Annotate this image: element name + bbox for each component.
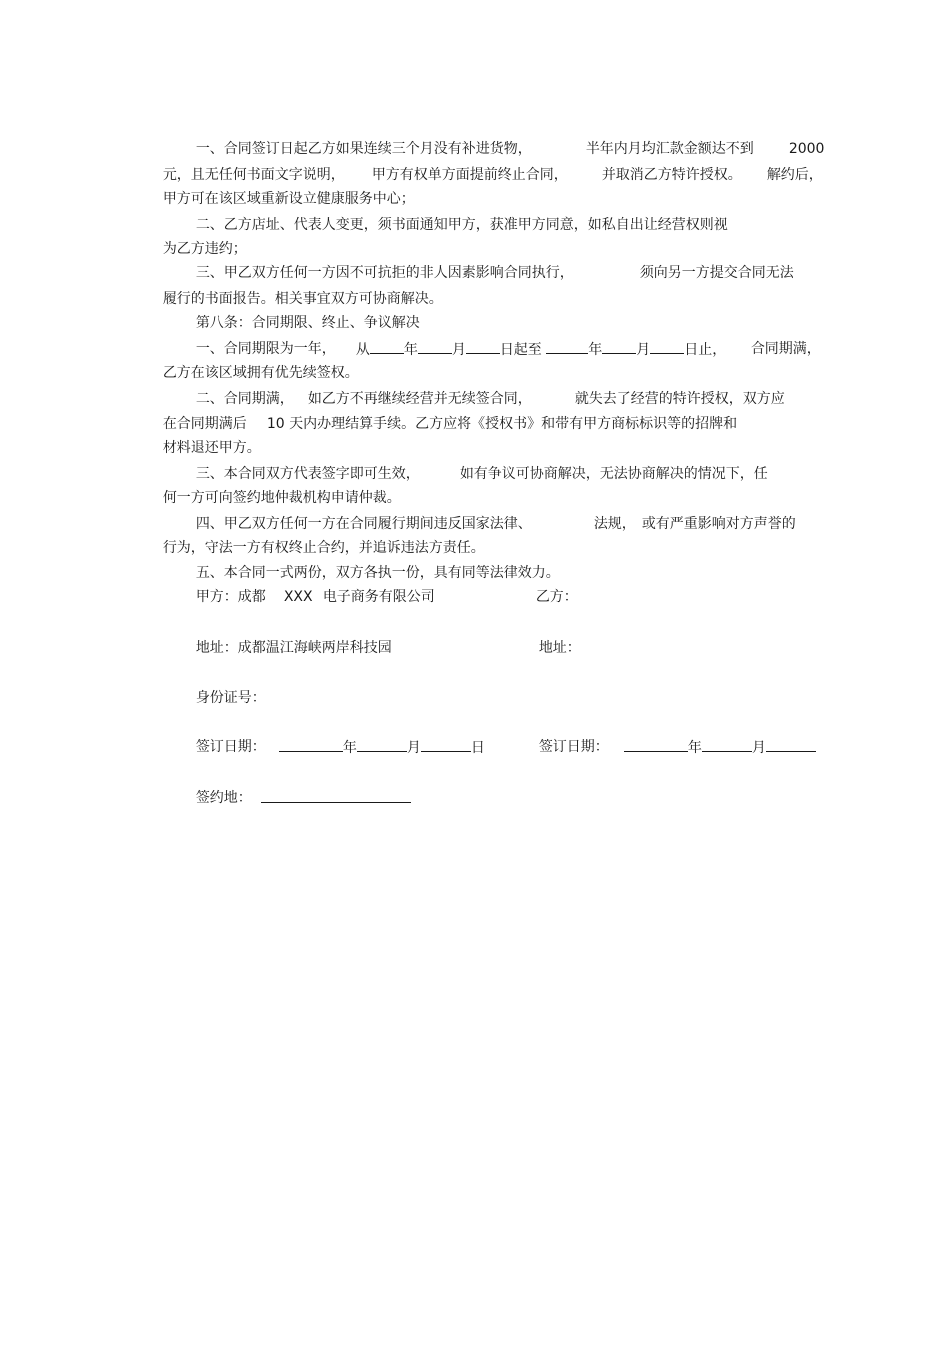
date-a-fields — [261, 717, 485, 756]
text-line — [178, 119, 532, 157]
text-line — [178, 494, 532, 532]
date-b-fields — [606, 717, 816, 756]
place-line — [178, 768, 252, 806]
id-label: 身份证号： — [195, 690, 266, 706]
blank-field — [357, 737, 407, 752]
text-line — [584, 145, 742, 183]
text-line — [624, 494, 796, 532]
id-line — [178, 668, 266, 706]
text-line — [338, 319, 727, 358]
party-b-line — [518, 567, 578, 605]
party-a-line — [178, 567, 266, 605]
text-segment: 第八条：合同期限、终止、争议解决 — [195, 315, 420, 331]
text-line — [771, 119, 825, 157]
text-segment: 四、甲乙双方任何一方在合同履行期间违反国家法律、 — [195, 516, 532, 532]
text-line — [178, 369, 294, 407]
text-segment: 就失去了经营的特许授权，双方应 — [574, 391, 785, 407]
text-segment: 履行的书面报告。相关事宜双方可协商解决。 — [162, 291, 443, 307]
text-segment: 如乙方不再继续经营并无续签合同， — [307, 391, 532, 407]
text-segment: 甲方可在该区域重新设立健康服务中心； — [162, 191, 415, 207]
text-segment: 月 — [636, 342, 651, 358]
text-line — [145, 145, 345, 183]
date-a-line — [178, 717, 266, 755]
text-line — [733, 319, 821, 357]
text-line — [749, 145, 823, 183]
blank-field — [261, 788, 411, 803]
blank-field — [546, 339, 588, 354]
text-line — [178, 543, 560, 581]
text-segment: 或有严重影响对方声誉的 — [641, 516, 796, 532]
text-line — [145, 394, 247, 432]
text-segment: 10 天内办理结算手续。乙方应将《授权书》和带有甲方商标标识等的招牌和 — [266, 416, 738, 432]
text-segment: 年 — [588, 342, 603, 358]
text-line — [557, 369, 785, 407]
text-segment: 从 — [355, 342, 370, 358]
text-segment: 年 — [403, 342, 418, 358]
text-segment: 一、合同期限为一年， — [195, 341, 336, 357]
text-line — [178, 243, 574, 281]
text-line — [354, 145, 568, 183]
text-line — [145, 169, 415, 207]
blank-field — [279, 737, 343, 752]
party-b-label: 乙方： — [535, 589, 578, 605]
text-line — [249, 394, 738, 432]
year-label: 年 — [687, 740, 702, 756]
date-label-b: 签订日期： — [538, 739, 609, 755]
text-segment: 三、甲乙双方任何一方因不可抗拒的非人因素影响合同执行， — [195, 265, 574, 281]
text-segment: 在合同期满后 — [162, 416, 247, 432]
text-segment: 二、合同期满， — [195, 391, 294, 407]
blank-field — [421, 737, 471, 752]
date-label-a: 签订日期： — [195, 739, 266, 755]
text-segment: 日止， — [684, 342, 727, 358]
text-line — [145, 219, 247, 257]
text-line — [442, 444, 768, 482]
blank-field — [766, 737, 816, 752]
text-segment: 并取消乙方特许授权。 — [601, 167, 742, 183]
place-label: 签约地： — [195, 790, 252, 806]
date-b-line — [521, 717, 609, 755]
text-line — [568, 119, 754, 157]
text-segment: 为乙方违约； — [162, 241, 247, 257]
party-a-name-placeholder: XXX — [283, 589, 313, 605]
text-segment: 材料退还甲方。 — [162, 440, 261, 456]
text-line — [178, 319, 336, 357]
blank-field — [602, 339, 636, 354]
text-line — [290, 369, 532, 407]
text-segment: 一、合同签订日起乙方如果连续三个月没有补进货物， — [195, 141, 532, 157]
text-line — [178, 195, 728, 233]
text-segment: 半年内月均汇款金额达不到 — [585, 141, 754, 157]
text-segment: 须向另一方提交合同无法 — [639, 265, 794, 281]
blank-field — [370, 339, 404, 354]
year-label: 年 — [342, 740, 357, 756]
text-segment: 乙方在该区域拥有优先续签权。 — [162, 365, 359, 381]
party-a-company: 电子商务有限公司 — [322, 589, 435, 605]
address-a: 地址：成都温江海峡两岸科技园 — [195, 640, 392, 656]
text-segment: 甲方有权单方面提前终止合同， — [371, 167, 568, 183]
text-segment: 元，且无任何书面文字说明， — [162, 167, 345, 183]
text-segment: 月 — [451, 342, 466, 358]
text-segment: 合同期满， — [750, 341, 821, 357]
text-segment: 行为，守法一方有权终止合约，并追诉违法方责任。 — [162, 540, 485, 556]
blank-field — [418, 339, 452, 354]
place-field — [243, 768, 411, 788]
text-segment: 何一方可向签约地仲裁机构申请仲裁。 — [162, 490, 401, 506]
text-segment: 法规， — [593, 516, 636, 532]
text-segment: 如有争议可协商解决，无法协商解决的情况下，任 — [459, 466, 768, 482]
address-b: 地址： — [538, 640, 581, 656]
text-line — [145, 418, 261, 456]
text-line — [178, 444, 420, 482]
text-segment: 三、本合同双方代表签字即可生效， — [195, 466, 420, 482]
text-line — [145, 468, 401, 506]
blank-field — [702, 737, 752, 752]
day-label: 日 — [470, 740, 485, 756]
blank-field — [624, 737, 688, 752]
blank-field — [650, 339, 684, 354]
text-line — [145, 343, 359, 381]
text-line — [145, 518, 485, 556]
address-b-line — [521, 618, 581, 656]
text-segment: 2000 — [788, 141, 825, 157]
text-segment: 日起至 — [499, 342, 542, 358]
party-a-label: 甲方：成都 — [195, 589, 266, 605]
party-a-company-line — [305, 567, 435, 605]
text-segment: 二、乙方店址、代表人变更，须书面通知甲方，获准甲方同意，如私自出让经营权则视 — [195, 217, 728, 233]
text-segment: 解约后， — [766, 167, 823, 183]
blank-field — [466, 339, 500, 354]
text-line — [622, 243, 794, 281]
text-line — [145, 269, 443, 307]
month-label: 月 — [406, 740, 421, 756]
section-heading — [178, 293, 420, 331]
month-label: 月 — [751, 740, 766, 756]
address-a-line — [178, 618, 392, 656]
text-segment: 五、本合同一式两份，双方各执一份，具有同等法律效力。 — [195, 565, 560, 581]
